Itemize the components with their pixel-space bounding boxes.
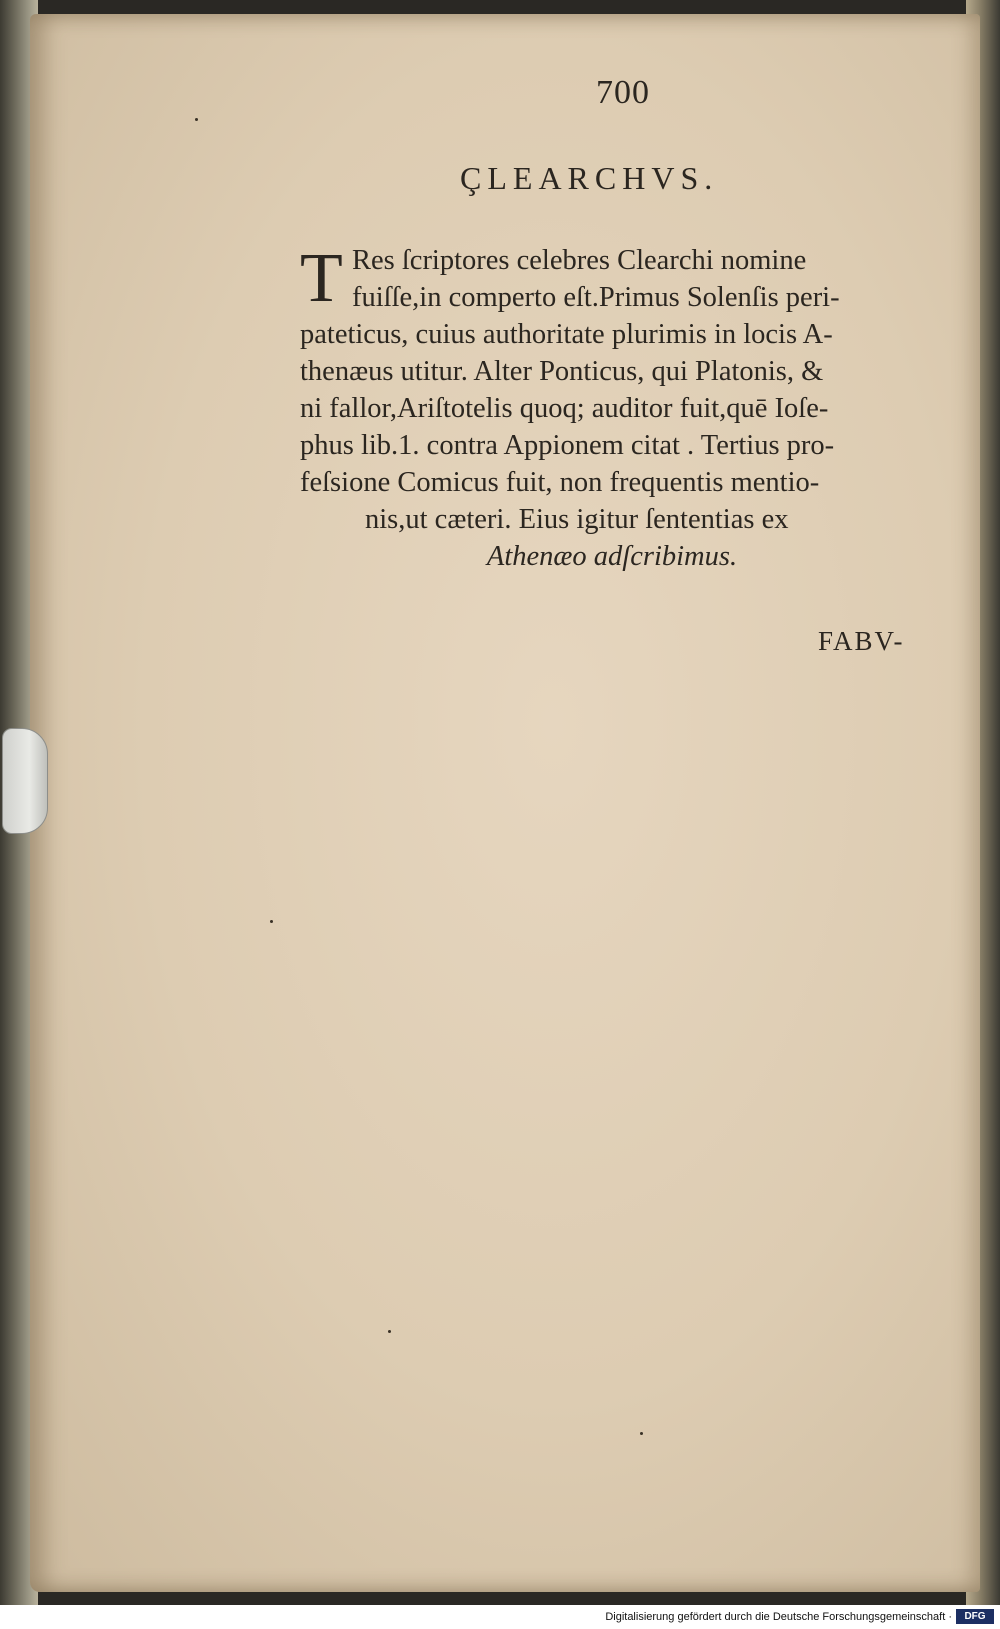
running-head: ÇLEARCHVS. xyxy=(460,160,719,196)
text-line: Res ſcriptores celebres Clearchi nomine xyxy=(352,245,807,276)
text-line: feſsione Comicus fuit, non frequentis mentio- xyxy=(300,467,820,498)
text-line: phus lib.1. contra Appionem citat . Tertius pro- xyxy=(300,430,835,461)
text-line: Athenæo adſcribimus. xyxy=(486,541,738,572)
text-line: thenæus utitur. Alter Ponticus, qui Platonis, & xyxy=(300,356,824,387)
paper-speck xyxy=(640,1432,643,1435)
page-clip xyxy=(2,728,48,834)
text-line: pateticus, cuius authoritate plurimis in locis A- xyxy=(300,319,833,350)
show-through-mark xyxy=(280,84,580,124)
text-line: fuiſſe,in comperto eſt.Primus Solenſis peri- xyxy=(352,282,840,313)
paper-speck xyxy=(270,920,273,923)
catchword: FABV- xyxy=(818,626,905,656)
page-number: 700 xyxy=(596,74,650,111)
body-paragraph xyxy=(300,242,924,575)
dfg-logo: DFG xyxy=(956,1609,994,1624)
text-line: ni fallor,Ariſtotelis quoq; auditor fuit,quē Ioſe- xyxy=(300,393,829,424)
digitization-credit: Digitalisierung gefördert durch die Deutsche Forschungsgemeinschaft · xyxy=(605,1611,952,1623)
drop-cap: T xyxy=(300,240,343,317)
paper-speck xyxy=(388,1330,391,1333)
text-line: nis,ut cæteri. Eius igitur ſententias ex xyxy=(365,504,789,535)
paper-speck xyxy=(195,118,198,121)
